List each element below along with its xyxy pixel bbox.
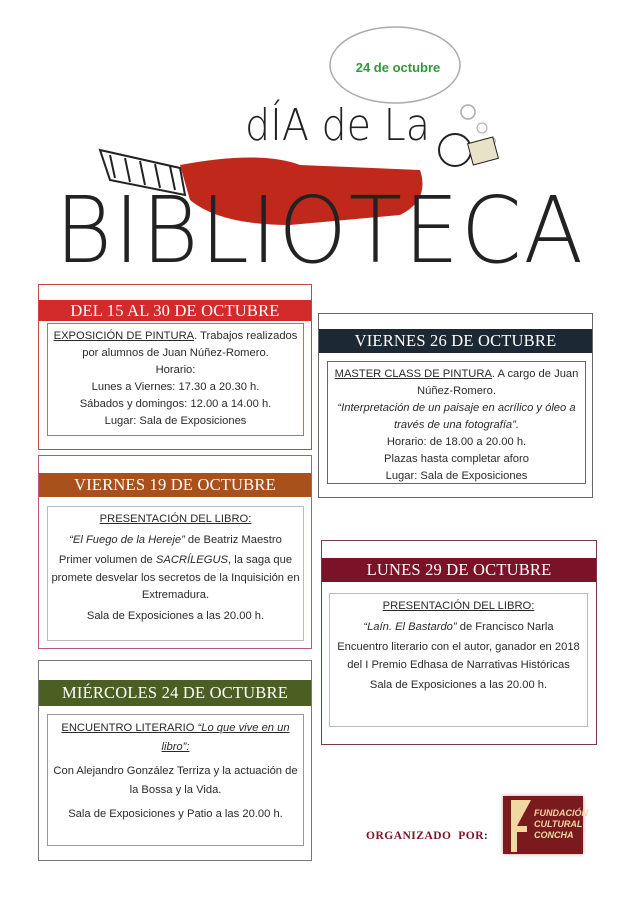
event-line: Lugar: Sala de Exposiciones bbox=[104, 415, 247, 427]
event-line: Encuentro literario con el autor, ganador en 2018 del I Premio Edhasa de Narrativas Históricas bbox=[337, 641, 580, 671]
event-line: Sala de Exposiciones a las 20.00 h. bbox=[86, 609, 265, 622]
event-title-italic: “Lo que vive en un libro”: bbox=[161, 722, 290, 753]
event-date-header: LUNES 29 DE OCTUBRE bbox=[322, 558, 596, 582]
logo-text: CULTURAL bbox=[534, 819, 583, 829]
book-author: de Francisco Narla bbox=[456, 620, 554, 633]
event-details bbox=[327, 361, 586, 484]
event-card-encuentro-literario bbox=[38, 660, 312, 861]
event-details bbox=[47, 714, 304, 846]
event-line: Horario: de 18.00 a 20.00 h. bbox=[386, 436, 527, 448]
thought-bubble-dot bbox=[461, 105, 475, 119]
event-card-fuego-hereje bbox=[38, 455, 312, 649]
thought-bubble-dot bbox=[477, 123, 487, 133]
event-title: PRESENTACIÓN DEL LIBRO: bbox=[382, 600, 535, 612]
event-title: MASTER CLASS DE PINTURA bbox=[334, 368, 492, 380]
logo-text: CONCHA bbox=[534, 830, 574, 840]
event-date-header: VIERNES 19 DE OCTUBRE bbox=[39, 473, 311, 497]
reader-head bbox=[439, 134, 471, 166]
event-card-exposicion bbox=[38, 284, 312, 450]
event-card-lain-bastardo bbox=[321, 540, 597, 745]
event-date-header: DEL 15 AL 30 DE OCTUBRE bbox=[39, 300, 311, 321]
book-author: de Beatriz Maestro bbox=[184, 533, 282, 546]
event-line: Lugar: Sala de Exposiciones bbox=[385, 470, 528, 482]
event-details bbox=[47, 506, 304, 641]
event-line: Con Alejandro González Terriza y la actuación de la Bossa y la Vida. bbox=[53, 765, 298, 796]
event-description: Primer volumen de bbox=[58, 554, 156, 566]
banner-title-line1: dÍA de La bbox=[245, 100, 451, 151]
book-title: “Laín. El Bastardo” bbox=[363, 620, 457, 633]
banner-date: 24 de octubre bbox=[355, 60, 441, 75]
logo-text: FUNDACIÓN bbox=[534, 808, 588, 818]
event-card-master-class bbox=[318, 313, 593, 498]
fundacion-cultural-concha-logo bbox=[503, 796, 588, 854]
event-line: Sala de Exposiciones y Patio a las 20.00 h. bbox=[68, 808, 283, 820]
banner-title-line2: BIBLIOTECA bbox=[55, 177, 585, 280]
fc-logo-mark bbox=[507, 796, 537, 854]
event-title: EXPOSICIÓN DE PINTURA bbox=[53, 330, 195, 342]
event-description: . A cargo de Juan Núñez-Romero. bbox=[417, 368, 579, 397]
event-details bbox=[329, 593, 588, 727]
event-line: Horario: bbox=[155, 364, 196, 376]
book-icon bbox=[468, 137, 499, 165]
event-description: , la saga que promete desvelar los secretos de la Inquisición en Extremadura. bbox=[51, 554, 300, 601]
event-date-header: VIERNES 26 DE OCTUBRE bbox=[319, 329, 592, 353]
event-line: Plazas hasta completar aforo bbox=[384, 453, 529, 465]
event-quote: “Interpretación de un paisaje en acrílico y óleo a través de una fotografía”. bbox=[337, 402, 576, 431]
event-line: Sala de Exposiciones a las 20.00 h. bbox=[369, 679, 548, 691]
event-title-text: ENCUENTRO LITERARIO bbox=[61, 722, 198, 734]
event-details bbox=[47, 323, 304, 436]
banner-illustration bbox=[0, 0, 636, 280]
organized-by-label: ORGANIZADO POR: bbox=[366, 830, 489, 842]
event-title bbox=[61, 722, 289, 753]
book-title: “El Fuego de la Hereje” bbox=[69, 533, 185, 546]
event-line: Lunes a Viernes: 17.30 a 20.30 h. bbox=[91, 381, 260, 393]
event-line: Sábados y domingos: 12.00 a 14.00 h. bbox=[79, 398, 272, 410]
event-title: PRESENTACIÓN DEL LIBRO: bbox=[99, 513, 252, 525]
event-date-header: MIÉRCOLES 24 DE OCTUBRE bbox=[39, 680, 311, 706]
event-description: . Trabajos realizados por alumnos de Juan Núñez-Romero. bbox=[82, 330, 298, 359]
saga-title: SACRÍLEGUS bbox=[155, 554, 229, 566]
